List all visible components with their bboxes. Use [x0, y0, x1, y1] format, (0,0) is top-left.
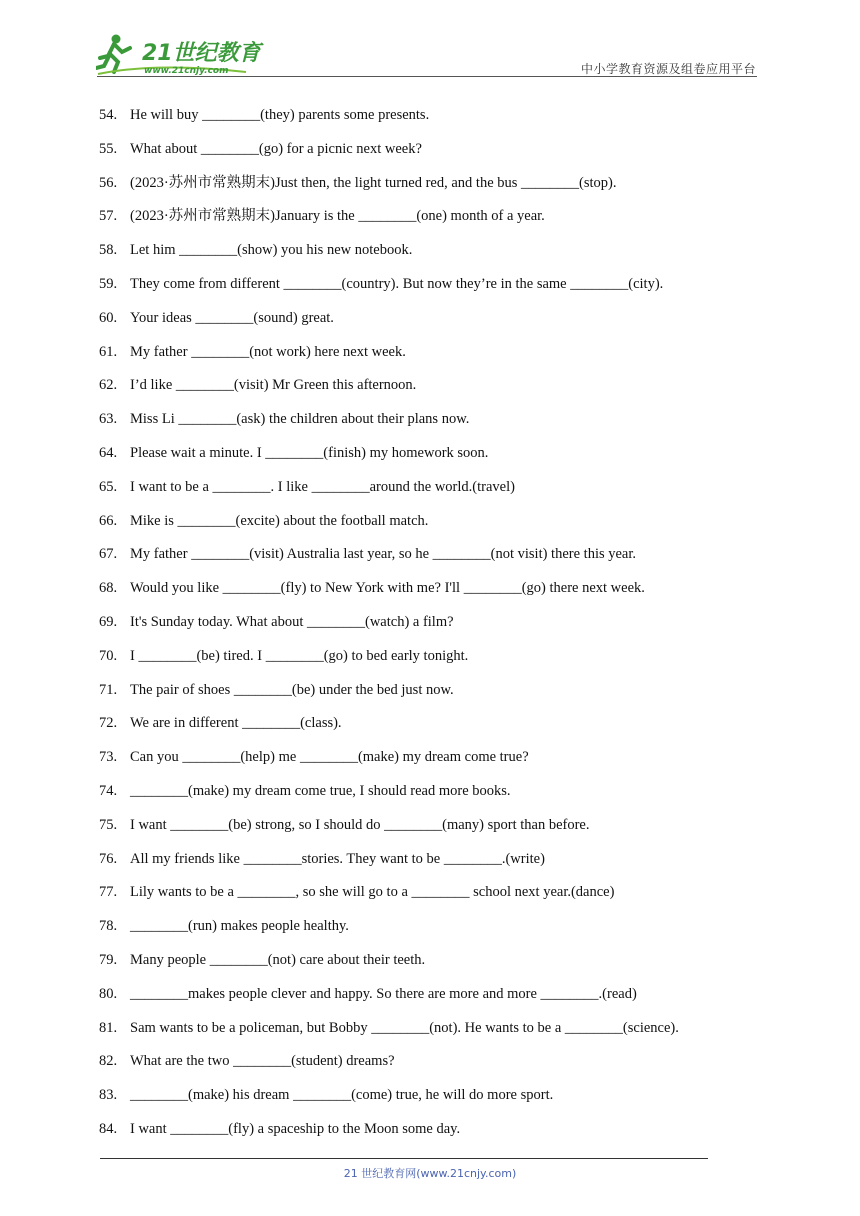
question-item	[0, 506, 860, 540]
question-text: He will buy ________(they) parents some presents.	[130, 107, 430, 123]
question-number: 77.	[99, 884, 118, 901]
question-number: 61.	[99, 343, 118, 360]
question-number: 74.	[99, 782, 118, 799]
question-text: (2023·苏州市常熟期末)January is the ________(one) month of a year.	[130, 208, 545, 225]
question-number: 58.	[99, 242, 118, 259]
question-text: What are the two ________(student) dreams?	[130, 1053, 395, 1070]
question-number: 66.	[99, 512, 118, 529]
question-number: 69.	[99, 613, 118, 630]
question-text: They come from different ________(country). But now they’re in the same ________(city).	[130, 275, 664, 292]
question-number: 73.	[99, 749, 118, 766]
header-divider	[97, 76, 757, 77]
question-item	[0, 201, 860, 235]
question-item	[0, 877, 860, 911]
site-logo[interactable]	[96, 32, 266, 78]
svg-text:21世纪教育: 21世纪教育	[142, 41, 261, 66]
question-item	[0, 134, 860, 168]
question-item	[0, 1114, 860, 1148]
question-number: 84.	[99, 1120, 118, 1137]
question-text: We are in different ________(class).	[130, 715, 342, 732]
question-text: My father ________(visit) Australia last year, so he ________(not visit) there this year.	[130, 546, 637, 563]
question-number: 67.	[99, 546, 118, 563]
question-text: Mike is ________(excite) about the football match.	[130, 512, 429, 529]
question-item	[0, 708, 860, 742]
question-text: What about ________(go) for a picnic next week?	[130, 140, 422, 157]
question-text: ________(make) his dream ________(come) true, he will do more sport.	[130, 1087, 554, 1104]
question-item	[0, 607, 860, 641]
question-list	[0, 100, 860, 1148]
question-number: 80.	[99, 985, 118, 1002]
question-number: 59.	[99, 275, 118, 292]
question-item	[0, 1046, 860, 1080]
question-text: Your ideas ________(sound) great.	[130, 309, 334, 326]
question-text: I want ________(be) strong, so I should do ________(many) sport than before.	[130, 816, 590, 833]
question-text: ________(make) my dream come true, I should read more books.	[130, 782, 511, 799]
question-item	[0, 979, 860, 1013]
question-item	[0, 573, 860, 607]
question-number: 72.	[99, 715, 118, 732]
question-text: The pair of shoes ________(be) under the bed just now.	[130, 681, 454, 698]
question-number: 54.	[99, 107, 118, 123]
question-number: 68.	[99, 580, 118, 597]
question-item	[0, 337, 860, 371]
question-item	[0, 810, 860, 844]
question-item	[0, 911, 860, 945]
question-number: 62.	[99, 377, 118, 394]
question-number: 64.	[99, 444, 118, 461]
question-item	[0, 1080, 860, 1114]
question-text: I ________(be) tired. I ________(go) to bed early tonight.	[130, 647, 469, 664]
question-text: Sam wants to be a policeman, but Bobby ________(not). He wants to be a ________(science).	[130, 1019, 679, 1036]
question-item	[0, 404, 860, 438]
question-number: 78.	[99, 918, 118, 935]
question-item	[0, 776, 860, 810]
svg-text:www.21cnjy.com: www.21cnjy.com	[144, 66, 229, 76]
question-text: Many people ________(not) care about their teeth.	[130, 951, 426, 968]
question-item	[0, 641, 860, 675]
question-number: 56.	[99, 174, 118, 191]
page-header	[0, 0, 860, 80]
question-number: 76.	[99, 850, 118, 867]
question-number: 57.	[99, 208, 118, 225]
question-text: It's Sunday today. What about ________(watch) a film?	[130, 613, 454, 630]
question-item	[0, 472, 860, 506]
question-number: 82.	[99, 1053, 118, 1070]
question-number: 81.	[99, 1019, 118, 1036]
question-item	[0, 675, 860, 709]
question-text: I’d like ________(visit) Mr Green this afternoon.	[130, 377, 417, 394]
question-number: 75.	[99, 816, 118, 833]
question-number: 83.	[99, 1087, 118, 1104]
question-text: ________makes people clever and happy. So there are more and more ________.(read)	[130, 985, 637, 1002]
question-item	[0, 438, 860, 472]
question-item	[0, 235, 860, 269]
question-text: Miss Li ________(ask) the children about their plans now.	[130, 411, 470, 428]
question-item	[0, 1013, 860, 1047]
question-text: Let him ________(show) you his new notebook.	[130, 242, 413, 259]
question-text: Lily wants to be a ________, so she will go to a ________ school next year.(dance)	[130, 884, 615, 901]
question-number: 70.	[99, 647, 118, 664]
question-text: I want to be a ________. I like ________around the world.(travel)	[130, 478, 515, 495]
question-number: 60.	[99, 309, 118, 326]
question-item	[0, 844, 860, 878]
question-text: Would you like ________(fly) to New York with me? I'll ________(go) there next week.	[130, 580, 645, 597]
question-item	[0, 370, 860, 404]
footer-divider	[100, 1158, 708, 1159]
question-text: Can you ________(help) me ________(make) my dream come true?	[130, 749, 529, 766]
question-item	[0, 303, 860, 337]
running-person-icon	[96, 32, 266, 78]
question-text: All my friends like ________stories. They want to be ________.(write)	[130, 850, 545, 867]
question-text: My father ________(not work) here next week.	[130, 343, 406, 360]
question-number: 79.	[99, 951, 118, 968]
question-number: 55.	[99, 140, 118, 157]
question-number: 63.	[99, 411, 118, 428]
question-text: (2023·苏州市常熟期末)Just then, the light turned red, and the bus ________(stop).	[130, 174, 617, 191]
question-item	[0, 168, 860, 202]
question-text: I want ________(fly) a spaceship to the Moon some day.	[130, 1120, 461, 1137]
question-text: ________(run) makes people healthy.	[130, 918, 349, 935]
question-item	[0, 100, 860, 134]
question-number: 71.	[99, 681, 118, 698]
question-number: 65.	[99, 478, 118, 495]
platform-tagline: 中小学教育资源及组卷应用平台	[580, 62, 756, 76]
question-item	[0, 742, 860, 776]
question-item	[0, 539, 860, 573]
question-item	[0, 269, 860, 303]
question-item	[0, 945, 860, 979]
footer-link[interactable]: 21 世纪教育网(www.21cnjy.com)	[343, 1167, 517, 1180]
question-text: Please wait a minute. I ________(finish) my homework soon.	[130, 444, 489, 461]
